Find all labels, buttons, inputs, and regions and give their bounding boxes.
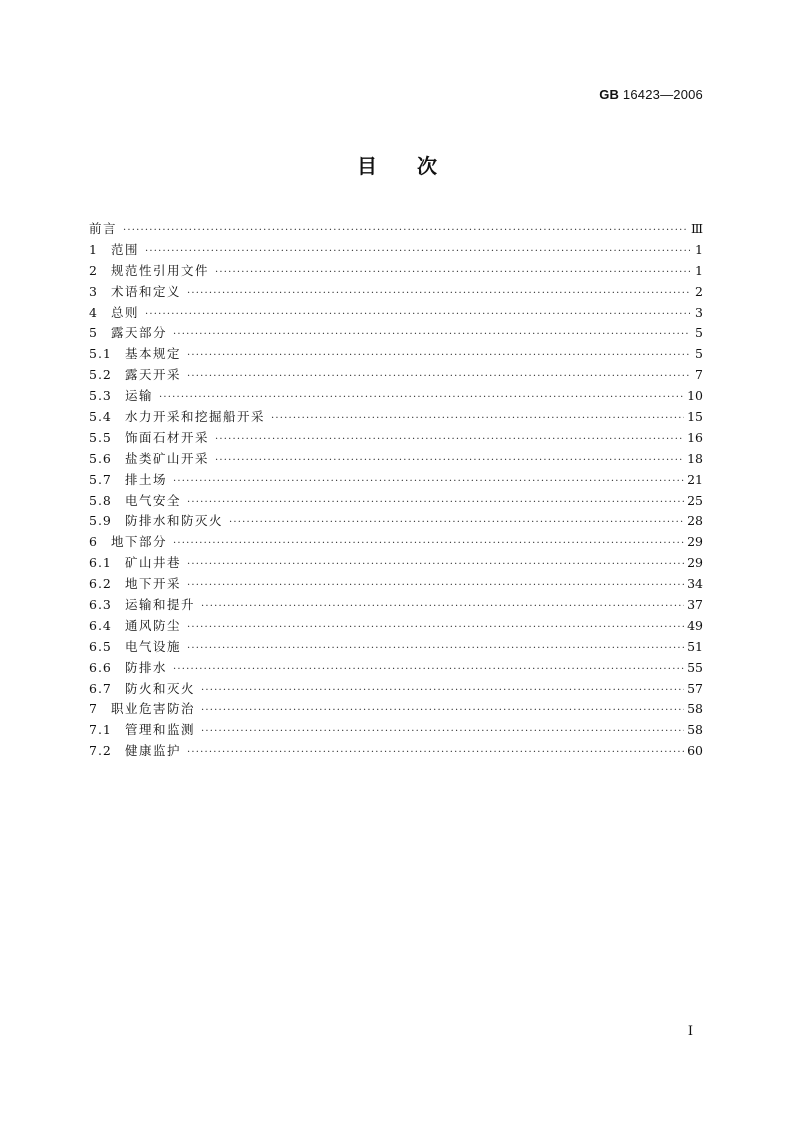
toc-entry[interactable] xyxy=(89,720,703,741)
toc-entry-number: 5.7 xyxy=(89,471,112,487)
toc-entry-label: 防排水 xyxy=(125,659,168,675)
toc-entry[interactable] xyxy=(89,637,703,658)
toc-dot-leader xyxy=(145,305,690,326)
toc-entry-page: 57 xyxy=(687,680,703,696)
toc-entry-label: 防火和灭火 xyxy=(125,680,196,696)
toc-entry-page: 25 xyxy=(687,492,703,508)
toc-entry-number: 6.3 xyxy=(89,597,112,613)
toc-entry-number: 6.6 xyxy=(89,659,112,675)
toc-entry[interactable] xyxy=(89,511,703,532)
toc-entry-label: 职业危害防治 xyxy=(111,701,196,717)
page-title: 目次 xyxy=(357,154,477,178)
toc-entry-page: 51 xyxy=(687,638,703,654)
toc-dot-leader xyxy=(173,472,684,493)
toc-entry[interactable] xyxy=(89,532,703,553)
toc-entry-number: 6.5 xyxy=(89,638,112,654)
toc-entry-page: 60 xyxy=(687,743,703,759)
toc-entry-number: 6.4 xyxy=(89,617,112,633)
toc-entry-label: 盐类矿山开采 xyxy=(125,450,210,466)
toc-entry[interactable] xyxy=(89,616,703,637)
toc-entry[interactable] xyxy=(89,553,703,574)
toc-entry-page: 29 xyxy=(687,555,703,571)
toc-entry-label: 基本规定 xyxy=(125,346,182,362)
toc-entry-number: 5.1 xyxy=(89,346,112,362)
toc-entry-page: Ⅲ xyxy=(690,221,703,236)
toc-entry-number: 2 xyxy=(89,262,97,278)
toc-entry-page: 34 xyxy=(687,576,703,592)
toc-entry-label: 地下开采 xyxy=(125,576,182,592)
toc-entry[interactable] xyxy=(89,679,703,700)
toc-entry[interactable] xyxy=(89,574,703,595)
toc-entry-number: 5.5 xyxy=(89,429,112,445)
toc-dot-leader xyxy=(159,388,684,409)
toc-entry-label: 通风防尘 xyxy=(125,617,182,633)
toc-entry[interactable] xyxy=(89,219,703,240)
toc-entry-number: 5 xyxy=(89,325,97,341)
toc-entry-page: 1 xyxy=(695,241,703,257)
toc-dot-leader xyxy=(187,618,684,639)
toc-entry-page: 49 xyxy=(687,617,703,633)
toc-entry[interactable] xyxy=(89,658,703,679)
page-number: I xyxy=(687,1024,693,1039)
toc-entry-number: 5.6 xyxy=(89,450,112,466)
toc-dot-leader xyxy=(187,639,684,660)
toc-dot-leader xyxy=(215,263,690,284)
toc-entry-page: 58 xyxy=(687,722,703,738)
toc-entry-label: 饰面石材开采 xyxy=(125,429,210,445)
toc-dot-leader xyxy=(145,242,690,263)
toc-entry[interactable] xyxy=(89,240,703,261)
toc-dot-leader xyxy=(271,409,684,430)
toc-entry[interactable] xyxy=(89,303,703,324)
standard-number: 16423—2006 xyxy=(622,87,703,102)
toc-entry-number: 6 xyxy=(89,534,97,550)
toc-entry-page: 29 xyxy=(687,534,703,550)
toc-dot-leader xyxy=(187,284,690,305)
toc-entry-label: 总则 xyxy=(111,304,140,320)
standard-code xyxy=(599,87,703,102)
toc-entry-page: 18 xyxy=(687,450,703,466)
toc-entry-number: 5.3 xyxy=(89,388,112,404)
toc-entry[interactable] xyxy=(89,595,703,616)
toc-entry[interactable] xyxy=(89,428,703,449)
toc-entry-page: 10 xyxy=(687,388,703,404)
toc-entry-page: 55 xyxy=(687,659,703,675)
toc-dot-leader xyxy=(229,513,684,534)
toc-dot-leader xyxy=(187,576,684,597)
toc-entry-label: 露天部分 xyxy=(111,325,168,341)
toc-dot-leader xyxy=(187,493,684,514)
toc-dot-leader xyxy=(173,325,690,346)
toc-entry[interactable] xyxy=(89,699,703,720)
toc-entry-number: 7.1 xyxy=(89,722,112,738)
toc-entry-number: 3 xyxy=(89,283,97,299)
toc-entry-label: 范围 xyxy=(111,241,140,257)
toc-dot-leader xyxy=(215,430,684,451)
toc-dot-leader xyxy=(173,660,684,681)
toc-entry-number: 1 xyxy=(89,241,97,257)
toc-entry-page: 5 xyxy=(695,346,703,362)
toc-entry[interactable] xyxy=(89,282,703,303)
toc-entry-label: 地下部分 xyxy=(111,534,168,550)
toc-entry-page: 37 xyxy=(687,597,703,613)
toc-entry-page: 1 xyxy=(695,262,703,278)
toc-dot-leader xyxy=(173,534,684,555)
toc-entry-number: 7.2 xyxy=(89,743,112,759)
toc-dot-leader xyxy=(187,367,690,388)
toc-entry[interactable] xyxy=(89,344,703,365)
toc-dot-leader xyxy=(201,701,684,722)
toc-entry-label: 管理和监测 xyxy=(125,722,196,738)
toc-entry-number: 6.7 xyxy=(89,680,112,696)
toc-entry-number: 6.2 xyxy=(89,576,112,592)
toc-entry-label: 矿山井巷 xyxy=(125,555,182,571)
toc-entry-page: 5 xyxy=(695,325,703,341)
toc-entry-page: 16 xyxy=(687,429,703,445)
toc-entry[interactable] xyxy=(89,491,703,512)
toc-entry-label: 运输 xyxy=(125,388,154,404)
toc-entry-page: 2 xyxy=(695,283,703,299)
table-of-contents xyxy=(89,219,703,762)
toc-entry-page: 7 xyxy=(695,367,703,383)
toc-entry-label: 前言 xyxy=(89,221,118,236)
toc-entry-page: 3 xyxy=(695,304,703,320)
toc-entry-number: 5.8 xyxy=(89,492,112,508)
toc-entry[interactable] xyxy=(89,365,703,386)
toc-entry-number: 6.1 xyxy=(89,555,112,571)
toc-dot-leader xyxy=(201,722,684,743)
toc-entry-label: 防排水和防灭火 xyxy=(125,513,224,529)
toc-entry[interactable] xyxy=(89,386,703,407)
toc-entry-page: 28 xyxy=(687,513,703,529)
toc-dot-leader xyxy=(187,346,690,367)
toc-entry-label: 术语和定义 xyxy=(111,283,182,299)
toc-entry[interactable] xyxy=(89,261,703,282)
toc-entry-label: 水力开采和挖掘船开采 xyxy=(125,409,266,425)
toc-entry-label: 排土场 xyxy=(125,471,168,487)
toc-entry-number: 5.4 xyxy=(89,409,112,425)
toc-entry[interactable] xyxy=(89,323,703,344)
toc-entry-label: 健康监护 xyxy=(125,743,182,759)
toc-entry-number: 5.9 xyxy=(89,513,112,529)
toc-entry-number: 5.2 xyxy=(89,367,112,383)
toc-entry-number: 7 xyxy=(89,701,97,717)
toc-entry-label: 运输和提升 xyxy=(125,597,196,613)
toc-entry-page: 15 xyxy=(687,409,703,425)
toc-entry-page: 58 xyxy=(687,701,703,717)
toc-dot-leader xyxy=(123,221,688,242)
toc-dot-leader xyxy=(201,681,684,702)
toc-entry-label: 电气设施 xyxy=(125,638,182,654)
toc-entry-label: 露天开采 xyxy=(125,367,182,383)
standard-prefix: GB xyxy=(599,87,620,102)
toc-entry[interactable] xyxy=(89,741,703,762)
toc-dot-leader xyxy=(187,555,684,576)
toc-entry[interactable] xyxy=(89,407,703,428)
toc-entry-number: 4 xyxy=(89,304,97,320)
toc-entry-page: 21 xyxy=(687,471,703,487)
toc-dot-leader xyxy=(215,451,684,472)
toc-dot-leader xyxy=(201,597,684,618)
toc-entry[interactable] xyxy=(89,470,703,491)
toc-dot-leader xyxy=(187,743,684,764)
toc-entry[interactable] xyxy=(89,449,703,470)
toc-entry-label: 规范性引用文件 xyxy=(111,262,210,278)
toc-entry-label: 电气安全 xyxy=(125,492,182,508)
